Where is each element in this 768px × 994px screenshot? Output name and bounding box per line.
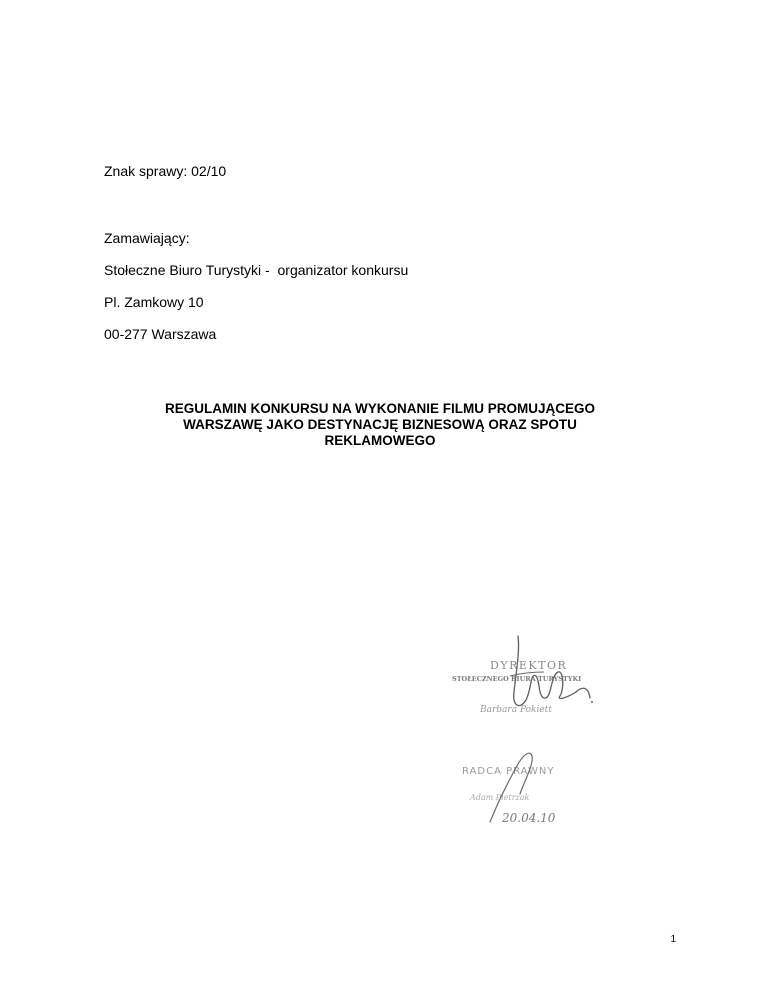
signature-dot xyxy=(591,701,593,703)
address-city: 00-277 Warszawa xyxy=(104,326,217,342)
address-street: Pl. Zamkowy 10 xyxy=(104,294,204,310)
counsel-signature-date: 20.04.10 xyxy=(502,811,556,825)
director-stamp-name: Barbara Pokiett xyxy=(480,705,552,715)
signature-stamps xyxy=(440,632,620,832)
page-number: 1 xyxy=(670,934,676,945)
counsel-stamp-name: Adam Pietrzak xyxy=(470,793,530,802)
document-title xyxy=(130,401,630,449)
director-stamp-title: DYREKTOR xyxy=(490,659,568,672)
title-line-1: REGULAMIN KONKURSU NA WYKONANIE FILMU PROMUJĄCEGO xyxy=(165,401,595,416)
director-stamp-org: STOŁECZNEGO BIURA TURYSTYKI xyxy=(452,675,582,683)
organizer-name: Stołeczne Biuro Turystyki - organizator konkursu xyxy=(104,262,409,278)
case-reference: Znak sprawy: 02/10 xyxy=(104,163,227,179)
title-line-3: REKLAMOWEGO xyxy=(324,433,436,448)
contracting-authority-label: Zamawiający: xyxy=(104,230,190,246)
counsel-stamp-title: RADCA PRAWNY xyxy=(462,766,555,777)
title-line-2: WARSZAWĘ JAKO DESTYNACJĘ BIZNESOWĄ ORAZ SPOTU xyxy=(183,417,577,432)
